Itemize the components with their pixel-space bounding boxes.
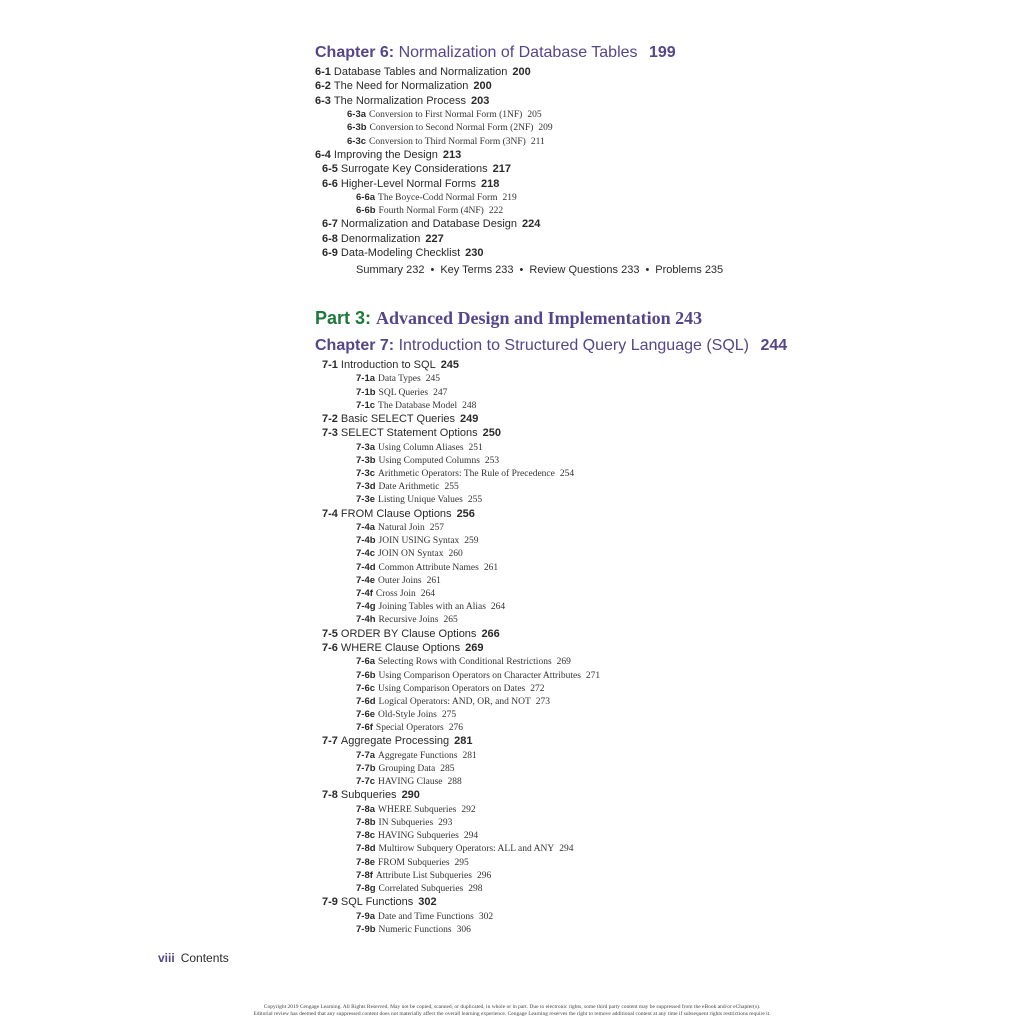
entry-page: 261: [483, 562, 499, 573]
entry-page: 281: [462, 750, 477, 761]
part-3-section: [315, 308, 702, 329]
toc-subsection-entry: [315, 534, 787, 547]
toc-subsection-entry: [315, 493, 787, 506]
toc-subsection-entry: [315, 803, 787, 816]
chapter-6-summary: [356, 264, 723, 276]
entry-title: Higher-Level Normal Forms: [340, 177, 476, 190]
entry-title: Listing Unique Values: [378, 495, 463, 506]
entry-title: Database Tables and Normalization: [333, 66, 508, 78]
chapter-label: Chapter 7:: [315, 337, 395, 354]
chapter-title: Introduction to Structured Query Language (SQL): [398, 337, 749, 354]
entry-title: The Boyce-Codd Normal Form: [378, 192, 498, 203]
toc-section-entry: [315, 65, 723, 79]
entry-title: Introduction to SQL: [340, 359, 436, 371]
toc-subsection-entry: [315, 829, 787, 842]
toc-section-entry: [315, 177, 723, 191]
toc-subsection-entry: [315, 480, 787, 493]
entry-title: The Normalization Process: [333, 94, 466, 107]
entry-number: 7-8g: [356, 882, 376, 894]
entry-number: 7-9: [322, 896, 338, 909]
entry-number: 6-6a: [356, 191, 376, 203]
entry-page: 205: [527, 110, 542, 121]
entry-title: Recursive Joins: [378, 615, 439, 626]
entry-number: 7-4b: [356, 535, 376, 547]
entry-title: Conversion to First Normal Form (1NF): [369, 110, 523, 121]
entry-title: Fourth Normal Form (4NF): [378, 206, 484, 217]
entry-title: Correlated Subqueries: [378, 883, 464, 894]
entry-page: 272: [530, 683, 545, 694]
toc-subsection-entry: [315, 467, 787, 480]
entry-title: FROM Clause Options: [340, 507, 452, 520]
part-title: Advanced Design and Implementation 243: [376, 308, 703, 328]
entry-page: 227: [425, 232, 444, 245]
entry-number: 7-8: [322, 789, 338, 802]
summary-link: Summary 232: [356, 264, 425, 277]
entry-page: 306: [456, 924, 471, 935]
toc-subsection-entry: [315, 561, 787, 574]
entry-title: Multirow Subquery Operators: ALL and ANY: [378, 844, 555, 855]
bullet-separator: •: [645, 264, 650, 277]
copyright-notice: [0, 1004, 1024, 1018]
toc-subsection-entry: [315, 655, 787, 668]
copyright-line: Editorial review has deemed that any suppressed content does not materially affect the overall learning experience. Cengage Learning reserves the right to remove additional content at any time if subsequent rights restrictions require it.: [253, 1011, 771, 1017]
entry-number: 7-8c: [356, 830, 376, 842]
entry-page: 285: [440, 764, 455, 775]
entry-number: 7-9a: [356, 910, 376, 922]
entry-number: 7-3c: [356, 468, 376, 480]
toc-subsection-entry: [315, 108, 723, 121]
entry-title: Selecting Rows with Conditional Restrictions: [378, 657, 552, 668]
entry-title: JOIN ON Syntax: [378, 549, 444, 560]
entry-title: SELECT Statement Options: [340, 427, 478, 440]
toc-section-entry: [315, 734, 787, 748]
entry-number: 7-3a: [356, 441, 376, 453]
toc-subsection-entry: [315, 816, 787, 829]
entry-title: IN Subqueries: [378, 818, 434, 828]
toc-subsection-entry: [315, 882, 787, 895]
toc-section-entry: [315, 641, 787, 655]
entry-page: 264: [420, 589, 436, 599]
toc-subsection-entry: [315, 682, 787, 695]
toc-section-entry: [315, 358, 787, 372]
chapter-title: Normalization of Database Tables: [398, 44, 638, 61]
entry-page: 248: [462, 400, 477, 411]
entry-title: Joining Tables with an Alias: [378, 602, 486, 613]
entry-page: 209: [538, 123, 553, 134]
toc-subsection-entry: [315, 121, 723, 134]
review-questions-link: Review Questions 233: [529, 264, 640, 277]
bullet-separator: •: [430, 264, 435, 277]
entry-page: 276: [448, 723, 463, 734]
toc-subsection-entry: [315, 910, 787, 923]
entry-title: Using Column Aliases: [378, 442, 464, 453]
entry-number: 6-3: [315, 94, 331, 107]
entry-number: 7-3d: [356, 481, 376, 493]
toc-subsection-entry: [315, 386, 787, 399]
toc-subsection-entry: [315, 613, 787, 626]
chapter-page: 244: [760, 337, 788, 354]
toc-subsection-entry: [315, 600, 787, 613]
entry-title: The Database Model: [378, 400, 458, 411]
toc-section-entry: [315, 426, 787, 440]
entry-number: 6-6b: [356, 205, 376, 217]
entry-title: Basic SELECT Queries: [340, 412, 456, 425]
entry-title: The Need for Normalization: [333, 80, 469, 93]
entry-number: 7-4e: [356, 574, 376, 586]
entry-page: 203: [470, 94, 490, 107]
entry-page: 271: [585, 670, 601, 681]
problems-link: Problems 235: [655, 264, 724, 277]
entry-number: 7-4: [322, 507, 338, 520]
part-3-heading: [315, 308, 702, 329]
entry-title: WHERE Clause Options: [340, 641, 461, 654]
entry-number: 7-1: [322, 359, 338, 371]
entry-page: 255: [467, 495, 483, 506]
chapter-label: Chapter 6:: [315, 44, 395, 61]
entry-page: 288: [447, 777, 462, 788]
entry-page: 290: [401, 789, 420, 802]
entry-number: 7-1c: [356, 399, 376, 411]
part-label: Part 3:: [315, 308, 372, 328]
toc-subsection-entry: [315, 749, 787, 762]
entry-page: 264: [490, 602, 506, 613]
toc-subsection-entry: [315, 441, 787, 454]
entry-page: 217: [492, 163, 512, 176]
toc-subsection-entry: [315, 842, 787, 855]
entry-title: Cross Join: [375, 589, 416, 599]
entry-number: 7-9b: [356, 923, 376, 935]
entry-page: 200: [512, 66, 531, 78]
entry-number: 7-6c: [356, 682, 376, 694]
entry-number: 7-6: [322, 641, 338, 654]
toc-subsection-entry: [315, 669, 787, 682]
entry-page: 230: [465, 247, 484, 260]
toc-section-entry: [315, 94, 723, 108]
toc-subsection-entry: [315, 856, 787, 869]
key-terms-link: Key Terms 233: [440, 264, 514, 277]
entry-page: 219: [502, 192, 517, 203]
entry-number: 7-6b: [356, 669, 376, 681]
entry-page: 245: [425, 374, 440, 385]
entry-title: Surrogate Key Considerations: [340, 163, 488, 176]
entry-title: JOIN USING Syntax: [378, 536, 460, 547]
toc-section-entry: [315, 788, 787, 802]
entry-page: 211: [530, 136, 545, 147]
entry-number: 7-1b: [356, 386, 376, 398]
toc-section-entry: [315, 507, 787, 521]
entry-title: Common Attribute Names: [378, 562, 479, 573]
entry-page: 269: [465, 641, 484, 654]
entry-number: 7-4c: [356, 548, 376, 560]
entry-page: 200: [473, 80, 492, 93]
entry-number: 7-4d: [356, 561, 376, 573]
entry-title: HAVING Clause: [378, 777, 443, 788]
toc-section-entry: [315, 232, 723, 246]
toc-section-entry: [315, 246, 723, 260]
copyright-line: Copyright 2019 Cengage Learning. All Rights Reserved. May not be copied, scanned, or duplicated, in whole or in part. Due to electronic rights, some third party content may be suppressed from the eBook and/or eChapter(s).: [263, 1004, 761, 1010]
chapter-7-toc: [315, 358, 787, 936]
entry-number: 7-5: [322, 627, 338, 640]
toc-section-entry: [315, 217, 723, 231]
entry-number: 7-8b: [356, 817, 376, 828]
entry-page: 224: [522, 218, 541, 231]
chapter-6-heading: [315, 44, 723, 62]
entry-number: 7-8d: [356, 843, 376, 855]
chapter-6-toc: [315, 65, 723, 260]
toc-subsection-entry: [315, 775, 787, 788]
entry-title: Conversion to Second Normal Form (2NF): [369, 123, 534, 134]
toc-subsection-entry: [315, 521, 787, 534]
entry-page: 213: [442, 148, 462, 161]
entry-title: Attribute List Subqueries: [375, 870, 472, 881]
entry-title: Improving the Design: [333, 148, 438, 161]
entry-title: ORDER BY Clause Options: [340, 627, 477, 640]
entry-number: 7-6a: [356, 656, 376, 668]
toc-subsection-entry: [315, 372, 787, 385]
entry-page: 222: [488, 206, 504, 217]
toc-subsection-entry: [315, 721, 787, 734]
entry-title: Normalization and Database Design: [340, 218, 518, 231]
entry-page: 292: [461, 804, 476, 815]
entry-number: 7-8f: [356, 869, 373, 881]
entry-page: 249: [460, 412, 479, 425]
entry-title: Numeric Functions: [378, 924, 452, 935]
entry-title: Natural Join: [378, 523, 425, 534]
entry-number: 6-5: [322, 163, 338, 176]
entry-title: Date Arithmetic: [378, 482, 440, 493]
entry-page: 260: [448, 549, 463, 560]
entry-page: 296: [476, 870, 492, 881]
entry-title: SQL Queries: [378, 387, 429, 398]
entry-title: Subqueries: [340, 789, 397, 802]
entry-title: Using Comparison Operators on Dates: [378, 683, 526, 694]
entry-number: 6-7: [322, 218, 338, 231]
entry-title: Logical Operators: AND, OR, and NOT: [378, 696, 531, 707]
entry-page: 261: [426, 575, 441, 586]
page-number: viii: [158, 951, 175, 965]
entry-number: 7-6d: [356, 695, 376, 707]
entry-page: 294: [463, 831, 479, 842]
entry-number: 7-3b: [356, 454, 376, 466]
toc-subsection-entry: [315, 869, 787, 882]
entry-number: 7-7a: [356, 749, 376, 761]
entry-title: Using Computed Columns: [378, 455, 480, 466]
toc-subsection-entry: [315, 587, 787, 600]
entry-page: 255: [444, 482, 459, 493]
entry-title: Aggregate Functions: [378, 750, 458, 761]
entry-number: 7-4h: [356, 614, 376, 626]
toc-subsection-entry: [315, 454, 787, 467]
toc-subsection-entry: [315, 708, 787, 721]
toc-subsection-entry: [315, 204, 723, 217]
entry-page: 294: [559, 844, 574, 855]
entry-page: 257: [429, 523, 444, 534]
toc-section-entry: [315, 895, 787, 909]
entry-number: 7-7b: [356, 763, 376, 775]
entry-title: Arithmetic Operators: The Rule of Precedence: [378, 469, 555, 480]
entry-title: Data-Modeling Checklist: [340, 247, 461, 260]
entry-number: 7-8a: [356, 803, 376, 815]
entry-number: 6-3a: [347, 109, 367, 121]
chapter-6-section: [315, 44, 723, 276]
entry-title: Special Operators: [375, 723, 444, 734]
running-title: Contents: [180, 951, 229, 965]
toc-subsection-entry: [315, 547, 787, 560]
entry-number: 6-8: [322, 232, 338, 245]
chapter-page: 199: [648, 44, 676, 61]
entry-page: 254: [559, 469, 575, 480]
entry-page: 250: [482, 427, 502, 440]
entry-number: 6-2: [315, 80, 331, 93]
entry-number: 7-3: [322, 427, 338, 440]
entry-page: 247: [433, 387, 448, 398]
entry-page: 245: [440, 359, 460, 371]
entry-page: 281: [454, 735, 473, 748]
entry-title: Conversion to Third Normal Form (3NF): [369, 136, 526, 147]
toc-section-entry: [315, 412, 787, 426]
entry-page: 253: [484, 455, 500, 466]
entry-number: 6-4: [315, 148, 331, 161]
entry-number: 7-4g: [356, 601, 376, 613]
entry-title: Using Comparison Operators on Character Attributes: [378, 670, 581, 681]
entry-page: 273: [535, 696, 551, 707]
entry-page: 265: [443, 615, 458, 626]
page-footer: [158, 951, 229, 965]
entry-title: Outer Joins: [378, 575, 422, 586]
entry-number: 7-6f: [356, 722, 373, 734]
toc-subsection-entry: [315, 399, 787, 412]
entry-number: 7-7c: [356, 776, 376, 788]
entry-title: HAVING Subqueries: [378, 831, 459, 842]
entry-page: 269: [556, 657, 571, 668]
entry-number: 7-1a: [356, 373, 376, 385]
entry-title: FROM Subqueries: [378, 857, 450, 868]
entry-title: Old-Style Joins: [378, 710, 437, 721]
toc-subsection-entry: [315, 695, 787, 708]
entry-page: 293: [438, 818, 453, 828]
entry-number: 7-4a: [356, 522, 376, 534]
toc-subsection-entry: [315, 762, 787, 775]
chapter-7-section: [315, 337, 787, 936]
entry-number: 6-6: [322, 177, 338, 190]
toc-section-entry: [315, 162, 723, 176]
entry-number: 7-6e: [356, 709, 376, 721]
toc-subsection-entry: [315, 574, 787, 587]
chapter-7-heading: [315, 337, 787, 355]
entry-number: 7-8e: [356, 856, 376, 868]
bullet-separator: •: [519, 264, 524, 277]
entry-page: 275: [441, 710, 457, 721]
toc-section-entry: [315, 148, 723, 162]
toc-subsection-entry: [315, 923, 787, 936]
toc-subsection-entry: [315, 191, 723, 204]
entry-number: 7-4f: [356, 588, 373, 599]
entry-number: 7-3e: [356, 494, 376, 506]
entry-number: 6-1: [315, 66, 331, 78]
entry-number: 7-7: [322, 735, 338, 748]
entry-page: 266: [481, 627, 500, 640]
entry-title: Aggregate Processing: [340, 735, 450, 748]
entry-page: 256: [456, 507, 475, 520]
entry-title: Data Types: [378, 374, 421, 385]
entry-title: WHERE Subqueries: [378, 804, 457, 815]
entry-title: Denormalization: [340, 232, 421, 245]
entry-number: 6-3b: [347, 122, 367, 134]
entry-page: 251: [468, 442, 483, 453]
entry-page: 259: [464, 536, 479, 547]
entry-title: SQL Functions: [340, 896, 414, 909]
entry-page: 302: [418, 896, 437, 909]
entry-number: 6-3c: [347, 135, 367, 147]
toc-subsection-entry: [315, 135, 723, 148]
entry-page: 298: [468, 883, 483, 894]
toc-section-entry: [315, 627, 787, 641]
entry-number: 7-2: [322, 412, 338, 425]
toc-section-entry: [315, 79, 723, 93]
entry-title: Grouping Data: [378, 764, 436, 775]
entry-number: 6-9: [322, 247, 338, 260]
entry-page: 295: [454, 857, 469, 868]
entry-title: Date and Time Functions: [378, 911, 474, 922]
entry-page: 218: [481, 177, 500, 190]
entry-page: 302: [478, 911, 494, 922]
